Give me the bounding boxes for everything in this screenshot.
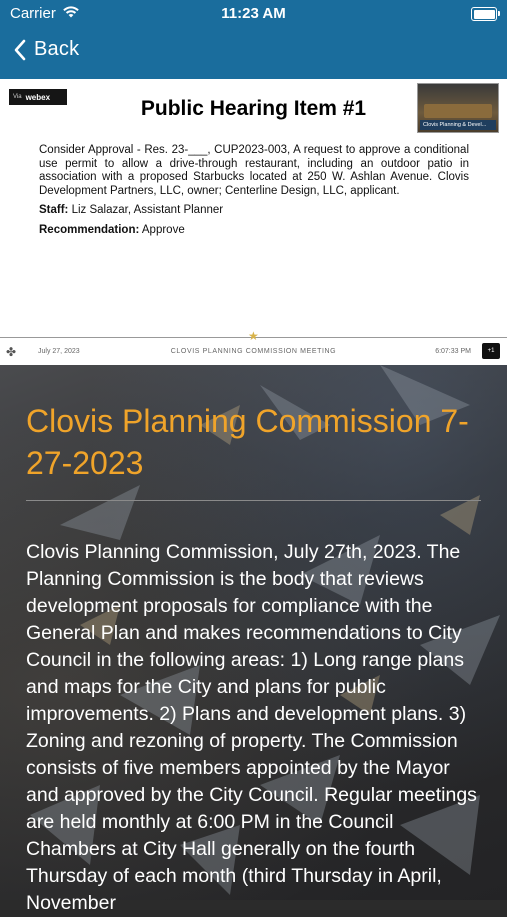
navigation-bar bbox=[0, 0, 507, 79]
slide-title: Public Hearing Item #1 bbox=[140, 97, 367, 120]
footer-title: CLOVIS PLANNING COMMISSION MEETING bbox=[170, 348, 337, 355]
video-player[interactable] bbox=[0, 79, 507, 365]
slide-body bbox=[39, 144, 469, 237]
carrier-label: Carrier bbox=[10, 5, 56, 22]
back-button[interactable] bbox=[14, 38, 79, 61]
battery-icon bbox=[471, 7, 497, 21]
title-divider bbox=[26, 500, 481, 501]
webex-brand-label: webex bbox=[25, 92, 51, 102]
meeting-details bbox=[0, 365, 507, 914]
footer-time: 6:07:33 PM bbox=[435, 348, 471, 355]
footer-corner-badge: +1 bbox=[482, 343, 500, 359]
staff-line bbox=[39, 204, 469, 218]
back-label: Back bbox=[34, 38, 80, 60]
recommendation-label: Recommendation: bbox=[39, 223, 140, 236]
meeting-description: Clovis Planning Commission, July 27th, 2023. The Planning Commission is the body that reviews development proposals for compliance with the General Plan and makes recommendations to City Council in the following areas: 1) Long range plans and maps for the City and plans for public improvements. 2) Plans and development plans. 3) Zoning and rezoning of property. The Commission consists of five members appointed by the Mayor and approved by the City Council. Regular meetings are held monthly at 6:00 PM in the Council Chambers at City Hall generally on the fourth Thursday of each month (third Thursday in April, November bbox=[26, 541, 477, 914]
staff-label: Staff: bbox=[39, 204, 69, 216]
recommendation-value: Approve bbox=[141, 223, 185, 236]
footer-date: July 27, 2023 bbox=[38, 348, 80, 355]
thumbnail-caption: Clovis Planning & Devel... bbox=[420, 120, 496, 130]
star-icon: ★ bbox=[248, 329, 259, 343]
webex-via-label: Via bbox=[13, 94, 22, 100]
slide-footer bbox=[0, 341, 507, 363]
clock: 11:23 AM bbox=[221, 5, 286, 22]
chevron-left-icon bbox=[14, 39, 26, 61]
recommendation-line bbox=[39, 224, 469, 238]
meeting-title: Clovis Planning Commission 7-27-2023 bbox=[26, 403, 469, 481]
slide-text: Consider Approval - Res. 23-___, CUP2023-003, A request to approve a conditional use permit to allow a drive-through restaurant, including an outdoor patio in association with a proposed Starbucks located at 250 W. Ashlan Avenue. Clovis Development Partners, LLC, owner; Centerline Design, LLC, applicant. bbox=[39, 144, 469, 197]
staff-value: Liz Salazar, Assistant Planner bbox=[71, 204, 224, 216]
city-logo-icon: ✤ bbox=[6, 345, 17, 359]
status-bar bbox=[0, 0, 507, 28]
